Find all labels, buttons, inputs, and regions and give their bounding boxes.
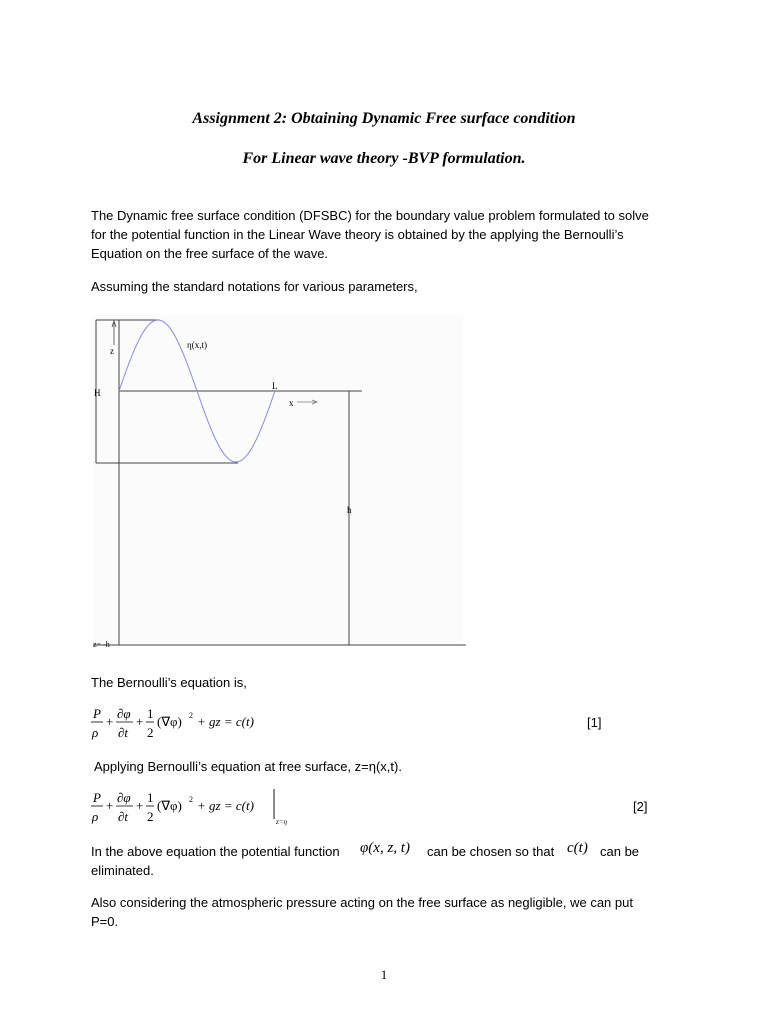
eq2-grad: (∇φ): [157, 798, 182, 813]
applying-text: Applying Bernoulli’s equation at free surface, z=η(x,t).: [94, 759, 402, 774]
eq2-dphi: ∂φ: [117, 790, 131, 805]
wave-height-label: H: [94, 388, 101, 398]
intro-paragraph: The Dynamic free surface condition (DFSBC) for the boundary value problem formulated to solve for the potential function in the Linear Wave theory is obtained by the applying the Bernoulli’s Equation on the free surface of the wave.: [91, 208, 649, 261]
potential-text-d: eliminated.: [91, 863, 154, 878]
equation-2: [91, 787, 331, 829]
eq1-dphi: ∂φ: [117, 706, 131, 721]
x-label: x: [289, 398, 294, 408]
equation-1-number: [1]: [587, 715, 602, 730]
depth-label: h: [347, 505, 352, 515]
eq1-rest: + gz = c(t): [197, 714, 254, 729]
eq2-plus-2: +: [136, 798, 144, 813]
eq1-rho: ρ: [92, 725, 99, 740]
eq2-two: 2: [147, 809, 154, 824]
eq1-one: 1: [147, 706, 154, 721]
eq2-dt: ∂t: [118, 809, 129, 824]
title-line-2: For Linear wave theory -BVP formulation.: [242, 150, 526, 167]
eq1-dt: ∂t: [118, 725, 129, 740]
assumption-text: Assuming the standard notations for various parameters,: [91, 279, 418, 294]
figure-background: [93, 315, 463, 645]
eq1-grad: (∇φ): [157, 714, 182, 729]
title-line-1: Assignment 2: Obtaining Dynamic Free surface condition: [192, 110, 576, 127]
eq2-rest: + gz = c(t): [197, 798, 254, 813]
potential-text-b: can be chosen so that: [427, 844, 555, 859]
eq2-rho: ρ: [92, 809, 99, 824]
wavelength-label: L: [272, 381, 278, 391]
z-label: z: [110, 346, 114, 356]
eq2-plus-1: +: [106, 798, 114, 813]
potential-text-a: In the above equation the potential function: [91, 844, 340, 859]
potential-phi-math: φ(x, z, t): [360, 840, 410, 856]
eq1-square: 2: [189, 711, 193, 720]
eq2-one: 1: [147, 790, 154, 805]
eq1-two: 2: [147, 725, 154, 740]
eq2-subscript: z=η: [276, 818, 287, 826]
atmos-paragraph: Also considering the atmospheric pressure acting on the free surface as negligible, we can put P=0.: [91, 895, 633, 929]
eq2-p: P: [93, 790, 101, 805]
potential-text-c: can be: [600, 844, 640, 859]
bottom-label: z= -h: [93, 640, 110, 649]
eq2-square: 2: [189, 795, 193, 804]
page-number: 1: [380, 967, 388, 982]
equation-2-number: [2]: [633, 799, 648, 814]
eta-label: η(x,t): [187, 340, 207, 350]
wave-diagram: [90, 305, 470, 650]
bernoulli-intro: The Bernoulli’s equation is,: [91, 675, 247, 690]
eq1-plus-2: +: [136, 714, 144, 729]
equation-1: [91, 703, 311, 743]
eq1-plus-1: +: [106, 714, 114, 729]
eq1-p: P: [93, 706, 101, 721]
potential-ct-math: c(t): [567, 840, 588, 856]
